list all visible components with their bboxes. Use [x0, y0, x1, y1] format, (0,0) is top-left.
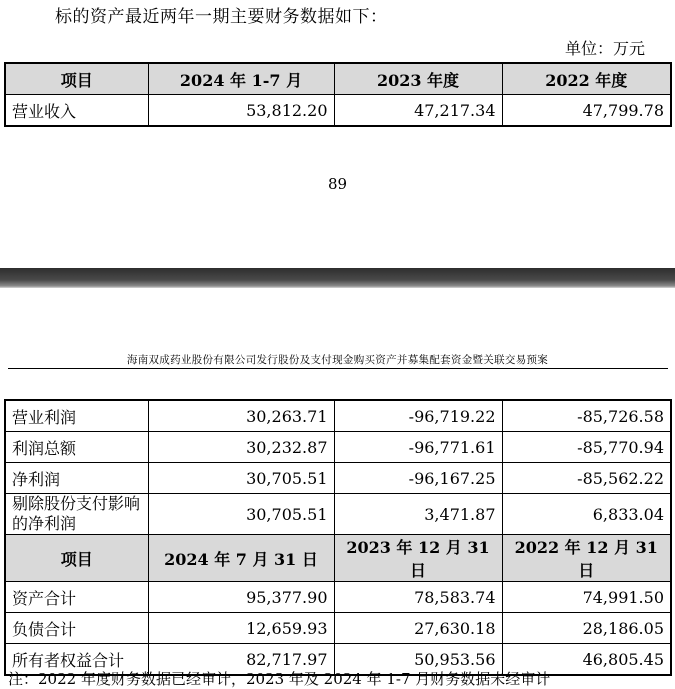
table-row — [5, 95, 671, 127]
cell-value: -96,771.61 — [334, 432, 502, 463]
cell-value: -85,770.94 — [502, 432, 671, 463]
page-number: 89 — [327, 175, 348, 193]
cell-value: -96,167.25 — [334, 463, 502, 494]
cell-value: 47,217.34 — [334, 95, 502, 127]
cell-value: 46,805.45 — [502, 644, 671, 676]
row-label: 所有者权益合计 — [5, 644, 148, 676]
header-period: 2022 年度 — [502, 63, 671, 95]
cell-value: 82,717.97 — [148, 644, 334, 676]
cell-value: 47,799.78 — [502, 95, 671, 127]
table-row — [5, 432, 671, 463]
intro-text: 标的资产最近两年一期主要财务数据如下： — [55, 7, 388, 27]
header-item: 项目 — [5, 535, 148, 582]
header-period: 2024 年 1-7 月 — [148, 63, 334, 95]
cell-value: 95,377.90 — [148, 582, 334, 613]
cell-value: 30,705.51 — [148, 494, 334, 535]
header-date: 2023 年 12 月 31 日 — [334, 535, 502, 582]
financial-table-top — [4, 62, 672, 127]
cell-value: 3,471.87 — [334, 494, 502, 535]
cell-value: 30,263.71 — [148, 400, 334, 432]
row-label: 净利润 — [5, 463, 148, 494]
table-row — [5, 400, 671, 432]
cell-value: -85,726.58 — [502, 400, 671, 432]
unit-label: 单位：万元 — [564, 39, 645, 58]
row-label: 剔除股份支付影响的净利润 — [5, 494, 148, 535]
cell-value: 28,186.05 — [502, 613, 671, 644]
cell-value: 78,583.74 — [334, 582, 502, 613]
table-row — [5, 463, 671, 494]
row-label: 负债合计 — [5, 613, 148, 644]
cell-value: 50,953.56 — [334, 644, 502, 676]
financial-table-continued — [4, 399, 672, 676]
header-divider — [8, 368, 668, 369]
header-date: 2024 年 7 月 31 日 — [148, 535, 334, 582]
table-row — [5, 494, 671, 535]
table-row — [5, 613, 671, 644]
cell-value: 12,659.93 — [148, 613, 334, 644]
cell-value: 30,705.51 — [148, 463, 334, 494]
header-item: 项目 — [5, 63, 148, 95]
page-separator — [0, 268, 675, 288]
table-header-row — [5, 535, 671, 582]
header-period: 2023 年度 — [334, 63, 502, 95]
document-header: 海南双成药业股份有限公司发行股份及支付现金购买资产并募集配套资金暨关联交易预案 — [126, 354, 549, 366]
table-header-row — [5, 63, 671, 95]
cell-value: 30,232.87 — [148, 432, 334, 463]
cell-value: 74,991.50 — [502, 582, 671, 613]
header-date: 2022 年 12 月 31 日 — [502, 535, 671, 582]
row-label: 资产合计 — [5, 582, 148, 613]
cell-value: 27,630.18 — [334, 613, 502, 644]
cell-value: 6,833.04 — [502, 494, 671, 535]
cell-value: -96,719.22 — [334, 400, 502, 432]
cell-value: -85,562.22 — [502, 463, 671, 494]
row-label: 营业收入 — [5, 95, 148, 127]
cell-value: 53,812.20 — [148, 95, 334, 127]
footnote: 注：2022 年度财务数据已经审计，2023 年及 2024 年 1-7 月财务数据未经审计 — [8, 670, 551, 688]
table-row — [5, 582, 671, 613]
row-label: 营业利润 — [5, 400, 148, 432]
row-label: 利润总额 — [5, 432, 148, 463]
